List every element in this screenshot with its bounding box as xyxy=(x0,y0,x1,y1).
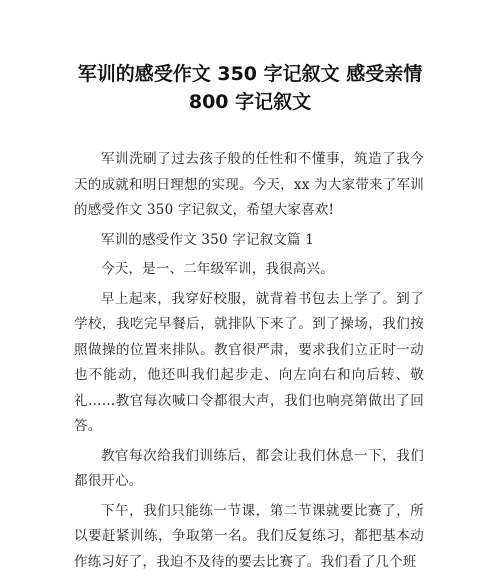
document-title xyxy=(40,60,460,116)
title-line-1: 军训的感受作文 350 字记叙文 感受亲情 xyxy=(77,63,423,85)
title-line-2: 800 字记叙文 xyxy=(188,91,312,113)
section-heading: 军训的感受作文 350 字记叙文篇 1 xyxy=(101,231,315,248)
body-paragraph: 早上起来，我穿好校服，就背着书包去上学了。到了学校，我吃完早餐后，就排队下来了。到了操场，我们按照做操的位置来排队。教官很严肃，要求我们立正时一动也不能动，他还叫我们起步走、向左向右和向后转、敬礼……教官每次喊口令都很大声，我们也响亮第做出了回答。 xyxy=(74,290,424,434)
body-paragraph: 下午，我们只能练一节课，第二节课就要比赛了，所以要赶紧训练，争取第一名。我们反复练习，都把基本动作练习好了，我迫不及待的要去比赛了。我们看了几个班 xyxy=(74,502,424,570)
body-paragraph: 今天，是一、二年级军训，我很高兴。 xyxy=(101,261,334,277)
document-body xyxy=(74,147,424,579)
intro-paragraph: 军训洗刷了过去孩子般的任性和不懂事，筑造了我今天的成就和明日理想的实现。今天，xx 为大家带来了军训的感受作文 350 字记叙文，希望大家喜欢! xyxy=(74,151,424,218)
body-paragraph: 教官每次给我们训练后，都会让我们休息一下，我们都很开心。 xyxy=(74,447,424,489)
